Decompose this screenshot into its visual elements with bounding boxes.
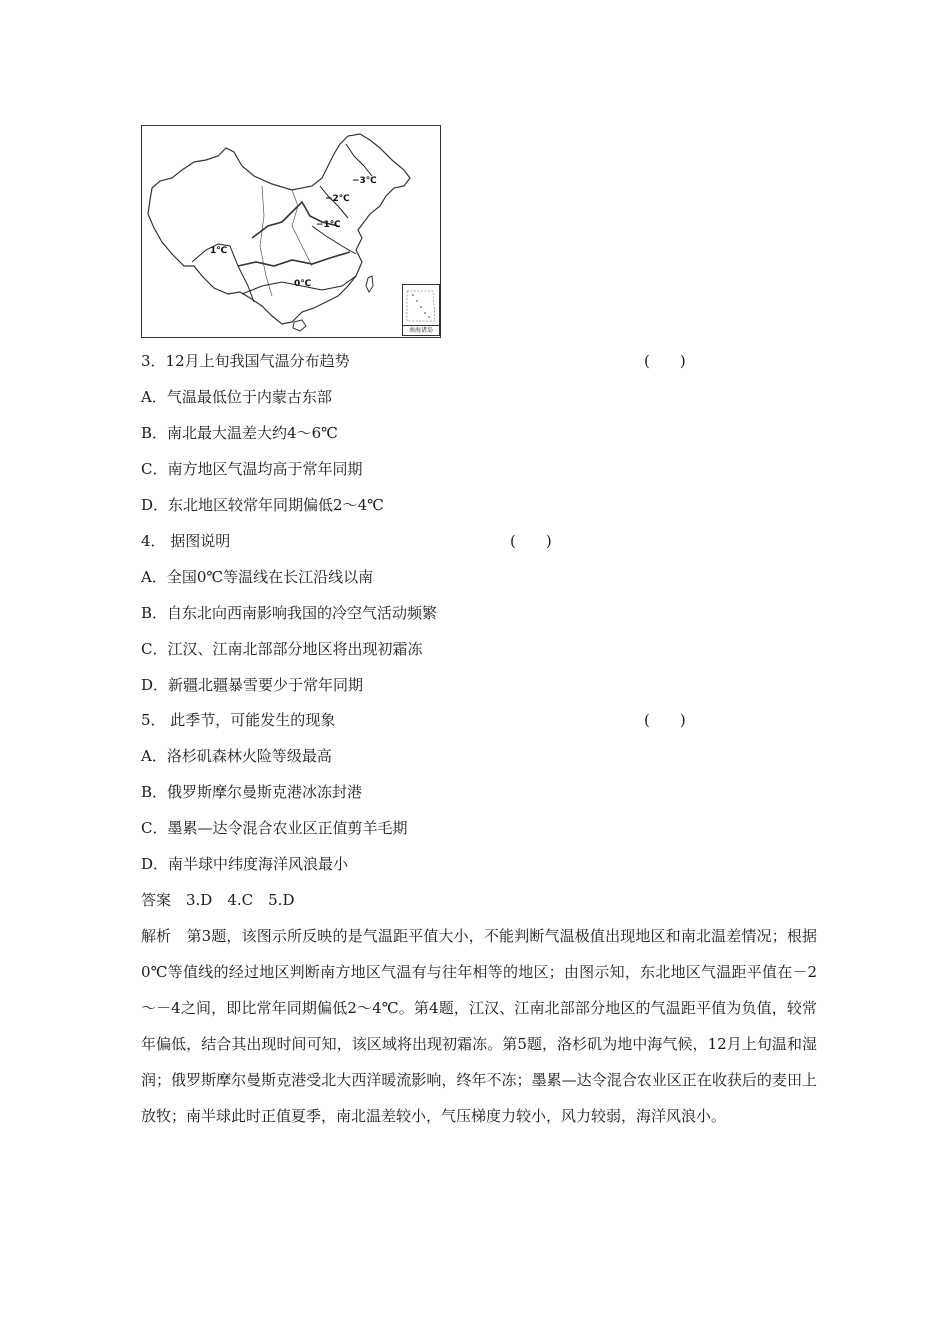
isotherm-label: 0℃ [294, 279, 312, 289]
isotherm-label: −2℃ [325, 194, 350, 204]
map-drawing [142, 126, 440, 337]
analysis-paragraph: 解析 第3题，该图示所反映的是气温距平值大小，不能判断气温极值出现地区和南北温差情况；根据0℃等值线的经过地区判断南方地区气温有与往年相等的地区；由图示知，东北地区气温距平值在－2～－4之间，即比常年同期偏低2～4℃。第4题，江汉、江南北部部分地区的气温距平值为负值，较常年偏低，结合其出现时间可知，该区域将出现初霜冻。第5题，洛杉矶为地中海气候，12月上旬温和湿润；俄罗斯摩尔曼斯克港受北大西洋暖流影响，终年不冻；墨累—达令混合农业区正在收获后的麦田上放牧；南半球此时正值夏季，南北温差较小，气压梯度力较小，风力较弱，海洋风浪小。 [141, 927, 817, 1125]
question-4-option-d: D．新疆北疆暴雪要少于常年同期 [141, 676, 364, 694]
question-5-option-c: C．墨累—达令混合农业区正值剪羊毛期 [141, 819, 408, 837]
inset-islands [403, 285, 439, 327]
question-5-option-d: D．南半球中纬度海洋风浪最小 [141, 855, 349, 873]
isotherm-label: −3℃ [352, 176, 377, 186]
isotherm-label: 1℃ [210, 246, 228, 256]
isotherm-line [346, 144, 372, 176]
yangtze-river [238, 252, 350, 266]
isotherm-line [312, 226, 356, 254]
question-3-option-d: D．东北地区较常年同期偏低2～4℃ [141, 496, 384, 514]
question-5-option-b: B．俄罗斯摩尔曼斯克港冰冻封港 [141, 783, 363, 801]
answer-line: 答案 3.D 4.C 5.D [141, 891, 295, 909]
question-3-option-c: C．南方地区气温均高于常年同期 [141, 460, 363, 478]
hainan-island [293, 320, 306, 331]
isotherm-label: −1℃ [316, 220, 341, 230]
question-4-option-a: A．全国0℃等温线在长江沿线以南 [141, 568, 374, 586]
question-4-stem: 4． 据图说明 [141, 532, 231, 550]
question-4-option-c: C．江汉、江南北部部分地区将出现初霜冻 [141, 640, 423, 658]
question-4-option-b: B．自东北向西南影响我国的冷空气活动频繁 [141, 604, 438, 622]
south-china-sea-inset [402, 284, 440, 336]
china-outline [148, 134, 410, 324]
question-5-stem: 5． 此季节，可能发生的现象 [141, 711, 336, 729]
question-4-bracket: ( ) [510, 532, 552, 550]
question-3-option-b: B．南北最大温差大约4～6℃ [141, 424, 338, 442]
question-5-option-a: A．洛杉矶森林火险等级最高 [141, 747, 332, 765]
inset-label: 南海诸岛 [403, 325, 439, 335]
question-5-bracket: ( ) [644, 711, 686, 729]
china-temperature-map [141, 125, 441, 338]
question-3-option-a: A．气温最低位于内蒙古东部 [141, 388, 332, 406]
question-3-stem: 3．12月上旬我国气温分布趋势 [141, 352, 350, 370]
inner-boundary [260, 186, 272, 296]
question-3-bracket: ( ) [644, 352, 686, 370]
taiwan-island [366, 276, 373, 292]
